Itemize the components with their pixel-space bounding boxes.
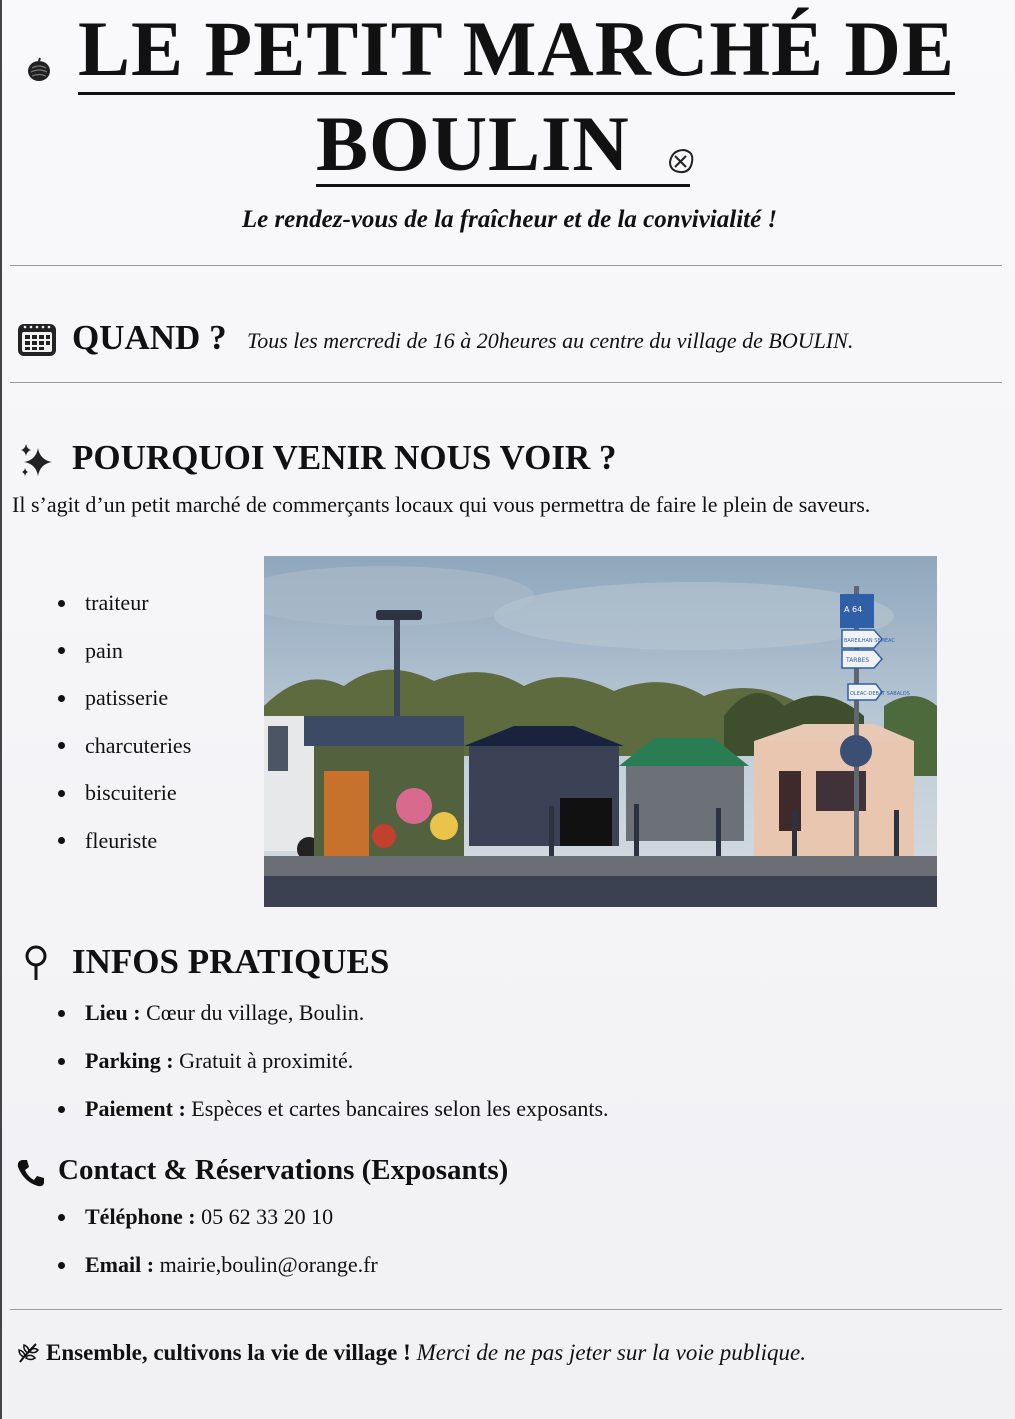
list-item: fleuriste	[85, 817, 191, 865]
road-sign-2: TARBES	[846, 657, 870, 664]
page-subtitle: Le rendez-vous de la fraîcheur et de la convivialité !	[241, 206, 778, 233]
list-item	[85, 1241, 378, 1289]
divider	[10, 265, 1002, 266]
calendar-icon	[16, 320, 58, 358]
phone-number: 05 62 33 20 10	[201, 1204, 334, 1229]
footer-notice: Merci de ne pas jeter sur la voie publique.	[416, 1340, 806, 1365]
info-value: Cœur du village, Boulin.	[146, 1000, 365, 1025]
road-sign-top: A 64	[844, 605, 863, 614]
list-item: patisserie	[85, 674, 191, 722]
info-value: Espèces et cartes bancaires selon les exposants.	[191, 1096, 609, 1121]
contact-label: Téléphone :	[85, 1204, 196, 1229]
info-label: Paiement :	[85, 1096, 186, 1121]
email-address: mairie,boulin@orange.fr	[159, 1252, 378, 1277]
products-list	[85, 579, 191, 864]
list-item: biscuiterie	[85, 769, 191, 817]
quand-heading: QUAND ?	[72, 318, 227, 357]
page-title-line1: LE PETIT MARCHÉ DE	[78, 6, 955, 95]
road-sign-3: OLEAC-DEBAT SABALOS	[850, 691, 910, 697]
apple-icon	[26, 56, 52, 82]
infos-list	[85, 989, 609, 1133]
footer	[16, 1340, 806, 1366]
list-item	[85, 1193, 378, 1241]
pourquoi-heading: POURQUOI VENIR NOUS VOIR ?	[72, 438, 617, 477]
list-item: pain	[85, 627, 191, 675]
market-photo	[264, 556, 937, 907]
quand-text: Tous les mercredi de 16 à 20heures au centre du village de BOULIN.	[247, 328, 854, 353]
info-label: Lieu :	[85, 1000, 141, 1025]
contact-heading: Contact & Réservations (Exposants)	[58, 1154, 509, 1186]
infos-heading: INFOS PRATIQUES	[72, 942, 390, 981]
footer-slogan: Ensemble, cultivons la vie de village !	[46, 1340, 411, 1365]
sparkles-icon	[18, 442, 56, 478]
list-item: charcuteries	[85, 722, 191, 770]
list-item	[85, 989, 609, 1037]
page-title-line2: BOULIN	[316, 104, 690, 187]
divider	[10, 1309, 1002, 1310]
pourquoi-intro: Il s’agit d’un petit marché de commerçants locaux qui vous permettra de faire le plein de saveurs.	[12, 492, 871, 517]
list-item	[85, 1037, 609, 1085]
road-sign-1: BAREILHAN SEMÉAC	[844, 638, 895, 644]
herb-icon	[16, 1340, 40, 1364]
contact-list	[85, 1193, 378, 1289]
contact-label: Email :	[85, 1252, 155, 1277]
leaf-icon	[666, 146, 696, 176]
map-pin-icon	[22, 944, 50, 982]
list-item: traiteur	[85, 579, 191, 627]
info-value: Gratuit à proximité.	[179, 1048, 354, 1073]
list-item	[85, 1085, 609, 1133]
divider	[10, 382, 1002, 383]
phone-icon	[16, 1158, 46, 1188]
info-label: Parking :	[85, 1048, 174, 1073]
